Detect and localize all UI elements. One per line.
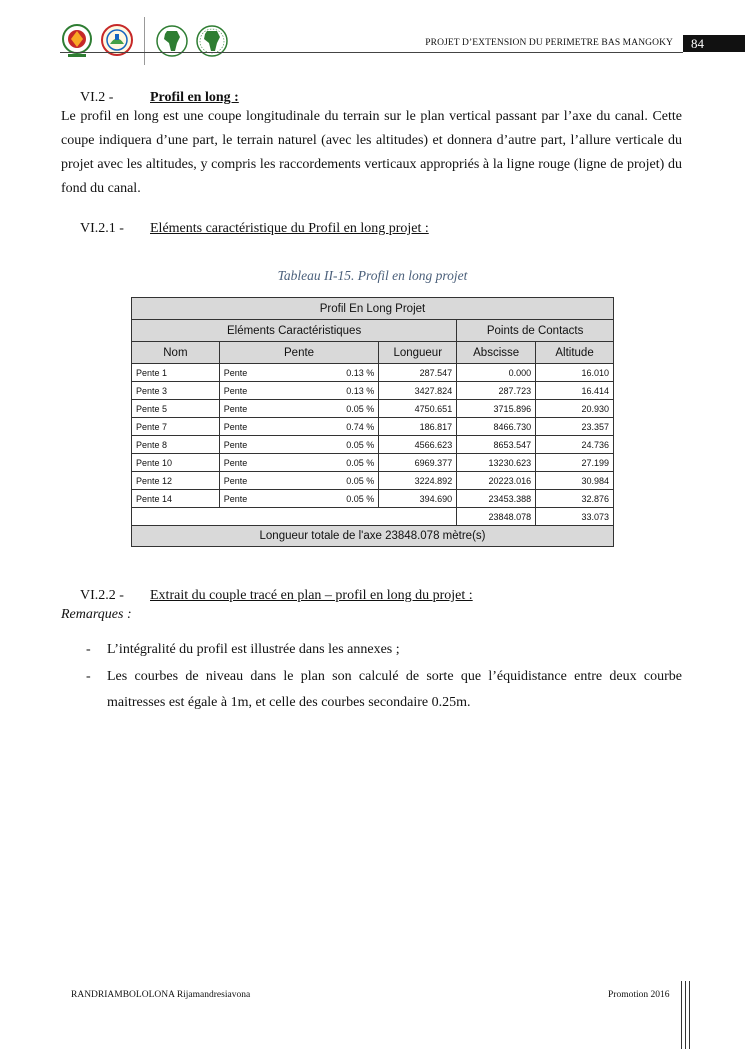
table-row [132,490,614,508]
cell-pente [219,400,379,418]
cell-altitude: 20.930 [536,400,614,418]
column-header-altitude: Altitude [536,342,614,364]
cell-nom: Pente 7 [132,418,220,436]
cell-pente [219,418,379,436]
group-header-points: Points de Contacts [457,320,614,342]
pente-label: Pente [223,475,248,486]
group-header-elements: Eléments Caractéristiques [132,320,457,342]
pente-value: 0.05 % [346,475,375,486]
cell-abscisse: 23848.078 [457,508,536,526]
cell-altitude: 33.073 [536,508,614,526]
cell-longueur: 6969.377 [379,454,457,472]
list-item [86,664,682,716]
cell-nom: Pente 8 [132,436,220,454]
table-title: Profil En Long Projet [132,298,614,320]
cell-pente [219,436,379,454]
table-row [132,454,614,472]
remarques-label: Remarques : [61,607,132,622]
section-number: VI.2.1 - [80,221,124,236]
profil-en-long-table [131,297,614,547]
table-row [132,400,614,418]
section-number: VI.2.2 - [80,588,124,603]
cell-abscisse: 20223.016 [457,472,536,490]
pente-label: Pente [223,403,248,414]
cell-abscisse: 23453.388 [457,490,536,508]
cell-nom: Pente 1 [132,364,220,382]
bullet-text: Les courbes de niveau dans le plan son calculé de sorte que l’équidistance entre deux courbe maitresses est égale à 1m, et celle des courbes secondaire 0.25m. [107,669,682,710]
cell-pente [219,454,379,472]
cell-pente [219,490,379,508]
cell-nom: Pente 12 [132,472,220,490]
pente-value: 0.05 % [346,439,375,450]
cell-altitude: 16.414 [536,382,614,400]
cell-altitude: 32.876 [536,490,614,508]
table-row [132,418,614,436]
cell-nom: Pente 14 [132,490,220,508]
empty-cell [132,508,457,526]
school-emblem-icon [100,21,134,61]
column-header-nom: Nom [132,342,220,364]
cell-abscisse: 3715.896 [457,400,536,418]
list-item [86,637,682,663]
pente-value: 0.13 % [346,385,375,396]
cell-nom: Pente 5 [132,400,220,418]
cell-altitude: 23.357 [536,418,614,436]
cell-altitude: 16.010 [536,364,614,382]
section-number: VI.2 - [80,90,114,105]
section-title: Eléments caractéristique du Profil en long projet : [150,221,429,236]
bullet-dash: - [86,669,91,684]
pente-value: 0.13 % [346,367,375,378]
bullet-text: L’intégralité du profil est illustrée dans les annexes ; [107,642,400,657]
table-row [132,382,614,400]
table-row [132,472,614,490]
cell-longueur: 394.690 [379,490,457,508]
cell-abscisse: 8653.547 [457,436,536,454]
column-header-pente: Pente [219,342,379,364]
institution-emblem-icon [60,21,94,61]
cell-altitude: 24.736 [536,436,614,454]
profil-description-paragraph: Le profil en long est une coupe longitudinale du terrain sur le plan vertical passant par l’axe du canal. Cette coupe indiquera d’une part, le terrain naturel (avec les altitudes) et donnera d’autre part, l’allure verticale du projet avec les altitudes, y compris les raccordements verticaux appropriés à la ligne rouge (ligne de projet) du fond du canal. [61,109,682,196]
pente-value: 0.05 % [346,457,375,468]
cell-nom: Pente 3 [132,382,220,400]
cell-pente [219,382,379,400]
table-row [132,436,614,454]
column-header-abscisse: Abscisse [457,342,536,364]
pente-label: Pente [223,421,248,432]
section-vi22-heading [80,588,473,604]
cell-abscisse: 13230.623 [457,454,536,472]
cell-altitude: 30.984 [536,472,614,490]
bullet-dash: - [86,642,91,657]
cell-longueur: 186.817 [379,418,457,436]
cell-longueur: 287.547 [379,364,457,382]
footer-author: RANDRIAMBOLOLONA Rijamandresiavona [71,990,251,1000]
header-rule [60,52,683,53]
pente-value: 0.05 % [346,493,375,504]
cell-abscisse: 287.723 [457,382,536,400]
cell-abscisse: 8466.730 [457,418,536,436]
cell-pente [219,472,379,490]
cell-pente [219,364,379,382]
cell-nom: Pente 10 [132,454,220,472]
pente-value: 0.05 % [346,403,375,414]
column-header-longueur: Longueur [379,342,457,364]
cell-abscisse: 0.000 [457,364,536,382]
page-number: 84 [683,35,745,52]
table-row-last-point [132,508,614,526]
pente-label: Pente [223,385,248,396]
cell-longueur: 3224.892 [379,472,457,490]
pente-label: Pente [223,367,248,378]
pente-label: Pente [223,439,248,450]
cell-longueur: 4750.651 [379,400,457,418]
african-development-bank-icon [155,21,189,61]
running-header-title: PROJET D’EXTENSION DU PERIMETRE BAS MANGOKY [425,38,673,48]
cell-longueur: 3427.824 [379,382,457,400]
table-caption: Tableau II-15. Profil en long projet [277,268,468,283]
table-total-length: Longueur totale de l'axe 23848.078 mètre(s) [132,526,614,547]
footer-promotion: Promotion 2016 [608,990,670,1000]
cell-longueur: 4566.623 [379,436,457,454]
pente-label: Pente [223,493,248,504]
cell-altitude: 27.199 [536,454,614,472]
section-vi2-heading [80,90,239,106]
logo-divider [144,17,145,65]
section-title: Profil en long : [150,90,239,105]
header-logos [60,18,229,64]
pente-value: 0.74 % [346,421,375,432]
table-row [132,364,614,382]
footer-decorative-bars [681,981,691,1049]
section-vi21-heading [80,221,429,237]
pente-label: Pente [223,457,248,468]
section-title: Extrait du couple tracé en plan – profil en long du projet : [150,588,473,603]
african-development-fund-icon [195,21,229,61]
